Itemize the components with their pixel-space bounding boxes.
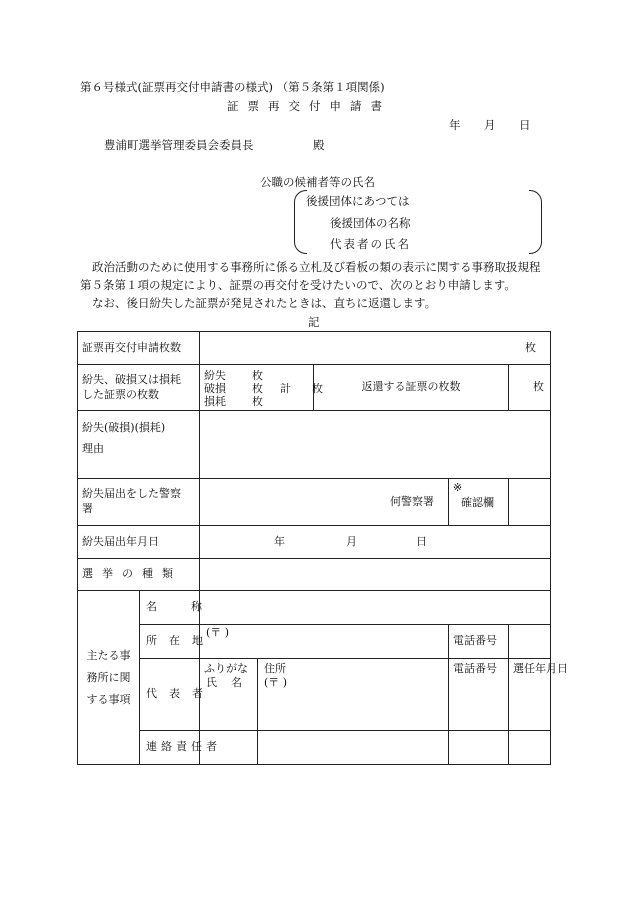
contact-phone-field[interactable]: [449, 731, 509, 765]
worn-unit: 枚: [252, 395, 263, 408]
support-group-name-label: 後援団体の名称: [330, 216, 411, 230]
contact-appointed-field[interactable]: [509, 731, 551, 765]
reason-label-line1: 紛失(破損)(損耗): [82, 421, 166, 434]
row-office-location: [78, 625, 551, 659]
return-count-field[interactable]: [509, 365, 551, 411]
election-field[interactable]: [200, 559, 551, 591]
representative-label: 代表者: [140, 659, 200, 731]
furigana-label: ふりがな: [204, 662, 248, 675]
election-label: 選挙の種類: [78, 559, 200, 591]
row-election: [78, 559, 551, 591]
confirm-field[interactable]: [509, 479, 551, 526]
office-label-line1: 主たる事: [86, 648, 131, 662]
lost-count-label: [78, 365, 200, 411]
date-year: 年: [449, 118, 461, 132]
office-label-line2: 務所に関: [86, 670, 131, 684]
reason-label: [78, 411, 200, 479]
report-date-label: [78, 526, 200, 559]
police-station-suffix: 何警察署: [390, 494, 434, 508]
row-office-name: [78, 591, 551, 625]
lost-count-label-line2: した証票の枚数: [82, 387, 159, 401]
representative-name-label: 氏名: [206, 676, 256, 689]
address-label: 住所: [264, 662, 286, 675]
representative-name-label: 代表者の氏名: [330, 237, 411, 251]
lost-count-label-line1: 紛失、破損又は損耗: [82, 372, 181, 386]
note-mark: ※: [453, 481, 463, 494]
right-bracket: [529, 190, 542, 254]
request-count-label: 証票再交付申請枚数: [78, 332, 200, 365]
representative-name-field[interactable]: [200, 659, 258, 731]
office-section-label: [78, 591, 140, 765]
location-postal: (〒 ): [206, 626, 230, 639]
body-line-1: 政治活動のために使用する事務所に係る立札及び看板の類の表示に関する事務取扱規程: [92, 260, 541, 274]
report-date-field[interactable]: [200, 526, 551, 559]
total-unit: 枚: [312, 382, 323, 395]
applicant-name-label: 公職の候補者等の氏名: [260, 175, 375, 189]
return-count-label: 返還する証票の枚数: [314, 365, 509, 411]
representative-address-field[interactable]: [258, 659, 449, 731]
damaged-label: 破損: [204, 382, 226, 395]
request-count-unit: 枚: [525, 340, 536, 354]
office-name-field[interactable]: [200, 591, 551, 625]
row-representative: [78, 659, 551, 731]
reason-label-line2: 理由: [82, 441, 104, 455]
lost-label: 紛失: [204, 369, 226, 382]
body-line-3: なお、後日紛失した証票が発見されたときは、直ちに返還します。: [92, 296, 437, 310]
application-table: [77, 331, 568, 765]
lost-unit: 枚: [252, 369, 263, 382]
report-year: 年: [274, 535, 285, 548]
appointed-date-field[interactable]: [509, 659, 568, 731]
office-label-line3: する事項: [86, 692, 131, 706]
ki-mark: 記: [308, 315, 320, 329]
representative-phone-label: 電話番号: [453, 662, 497, 675]
report-day: 日: [416, 535, 427, 548]
police-label: [78, 479, 200, 526]
total-label: 計: [280, 382, 291, 395]
representative-phone-field[interactable]: [449, 659, 509, 731]
return-count-unit: 枚: [533, 380, 544, 394]
office-location-field[interactable]: [200, 625, 449, 659]
report-date-label-text: 紛失届出年月日: [82, 534, 159, 548]
police-field[interactable]: [200, 479, 449, 526]
form-title: 証票再交付申請書: [227, 99, 391, 113]
honorific: 殿: [313, 138, 325, 152]
support-group-note: 後援団体にあつては: [306, 194, 410, 208]
contact-label: 連絡責任者: [140, 731, 200, 765]
request-count-field[interactable]: [200, 332, 551, 365]
office-location-label: 所在地: [140, 625, 200, 659]
confirm-label-cell: [449, 479, 509, 526]
damaged-unit: 枚: [252, 382, 263, 395]
row-report-date: [78, 526, 551, 559]
addressee: 豊浦町選挙管理委員会委員長: [104, 138, 254, 152]
office-phone-label: 電話番号: [449, 625, 509, 659]
appointed-date-label: 選任年月日: [513, 662, 568, 675]
date-day: 日: [519, 118, 531, 132]
office-name-label: 名称: [140, 591, 200, 625]
contact-address-field[interactable]: [258, 731, 449, 765]
confirm-label: 確認欄: [461, 496, 494, 509]
lost-count-field[interactable]: [200, 365, 323, 411]
reason-field[interactable]: [200, 411, 551, 479]
body-line-2: 第５条第１項の規定により、証票の再交付を受けたいので、次のとおり申請します。: [80, 278, 516, 292]
row-reason: [78, 411, 551, 479]
row-lost-count: [78, 365, 551, 411]
row-police: [78, 479, 551, 526]
date-month: 月: [484, 118, 496, 132]
form-number: 第６号様式(証票再交付申請書の様式) （第５条第１項関係): [80, 80, 385, 94]
row-contact: [78, 731, 551, 765]
address-postal: (〒 ): [264, 676, 288, 689]
office-phone-field[interactable]: [509, 625, 551, 659]
row-request-count: [78, 332, 551, 365]
worn-label: 損耗: [204, 395, 226, 408]
police-label-line1: 紛失届出をした警察: [82, 487, 181, 501]
report-month: 月: [346, 535, 357, 548]
police-label-line2: 署: [82, 502, 93, 515]
